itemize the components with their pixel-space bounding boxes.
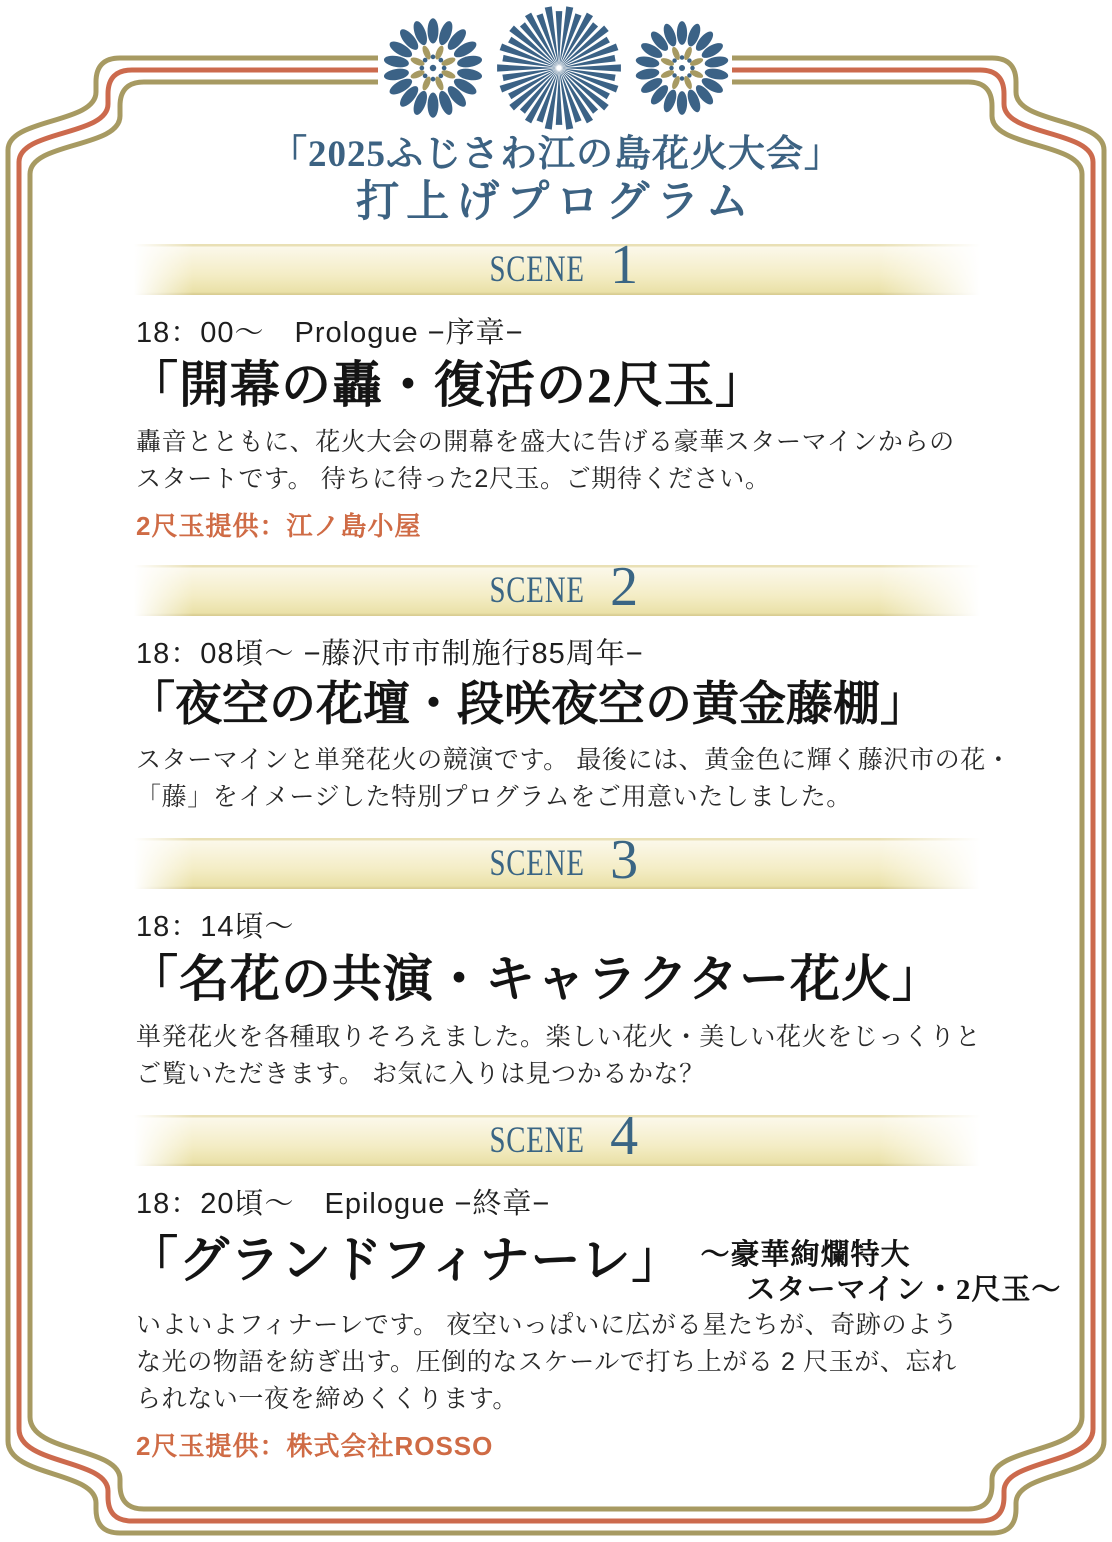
scene-time: 18：20頃～ Epilogue −終章− (136, 1187, 551, 1220)
program-subtitle: 打上げプログラム (356, 178, 756, 226)
scene-number: 4 (610, 1105, 639, 1168)
description-line: いよいよフィナーレです。 夜空いっぱいに広がる星たちが、奇跡のよう (136, 1311, 959, 1340)
firework-burst-large-icon (495, 4, 623, 132)
scene-title: 「グランドフィナーレ」 (128, 1231, 683, 1288)
scene-band (134, 1105, 980, 1168)
firework-burst-small-icon (381, 16, 485, 120)
description-line: 「藤」をイメージした特別プログラムをご用意いたしました。 (136, 783, 852, 812)
sponsor-credit: 2尺玉提供：江ノ島小屋 (136, 511, 422, 542)
description-line: スタートです。 待ちに待った2尺玉。ご期待ください。 (136, 465, 771, 494)
scene-title: 「名花の共演・キャラクター花火」 (128, 951, 943, 1008)
scene-description (136, 1307, 980, 1418)
scene-title: 「夜空の花壇・段咲夜空の黄金藤棚」 (128, 679, 927, 732)
title-note-line: スターマイン・2尺玉～ (746, 1273, 1062, 1306)
firework-burst-small-icon (633, 19, 731, 117)
sponsor-credit: 2尺玉提供：株式会社ROSSO (136, 1431, 494, 1462)
scene-description (136, 1019, 980, 1093)
scene-band (134, 828, 980, 891)
scene-number: 1 (610, 234, 639, 297)
scene-section-4 (128, 1105, 1062, 1464)
scene-label: SCENE (489, 1119, 585, 1161)
scene-title: 「開幕の轟・復活の2尺玉」 (128, 356, 766, 413)
scene-section-1 (128, 234, 980, 544)
description-line: な光の物語を紡ぎ出す。圧倒的なスケールで打ち上がる 2 尺玉が、忘れ (136, 1348, 957, 1377)
event-title: 「2025ふじさわ江の島花火大会」 (270, 134, 842, 175)
description-line: 単発花火を各種取りそろえました。楽しい花火・美しい花火をじっくりと (136, 1022, 981, 1051)
scene-time: 18：08頃～ −藤沢市市制施行85周年− (136, 638, 644, 671)
scene-time: 18：00～ Prologue −序章− (136, 316, 524, 349)
program-content (128, 234, 1062, 1464)
description-line: スターマインと単発花火の競演です。 最後には、黄金色に輝く藤沢市の花・ (136, 746, 1012, 775)
title-note-line: ～豪華絢爛特大 (700, 1238, 911, 1271)
scene-label: SCENE (489, 843, 585, 885)
description-line: 轟音とともに、花火大会の開幕を盛大に告げる豪華スターマインからの (136, 428, 955, 457)
scene-description (136, 742, 1012, 816)
scene-number: 2 (610, 555, 639, 618)
scene-label: SCENE (489, 570, 585, 612)
scene-title-note (701, 1238, 1062, 1308)
fireworks-decoration (381, 2, 731, 134)
description-line: ご覧いただきます。 お気に入りは見つかるかな？ (136, 1059, 705, 1088)
scene-band (134, 555, 980, 618)
scene-number: 3 (610, 828, 639, 891)
scene-time: 18：14頃～ (136, 911, 295, 944)
description-line: られない一夜を締めくくります。 (136, 1385, 519, 1414)
scene-label: SCENE (489, 248, 585, 290)
scene-section-3 (128, 828, 981, 1093)
scene-band (134, 234, 980, 297)
scene-description (136, 424, 980, 498)
scene-section-2 (128, 555, 1012, 816)
